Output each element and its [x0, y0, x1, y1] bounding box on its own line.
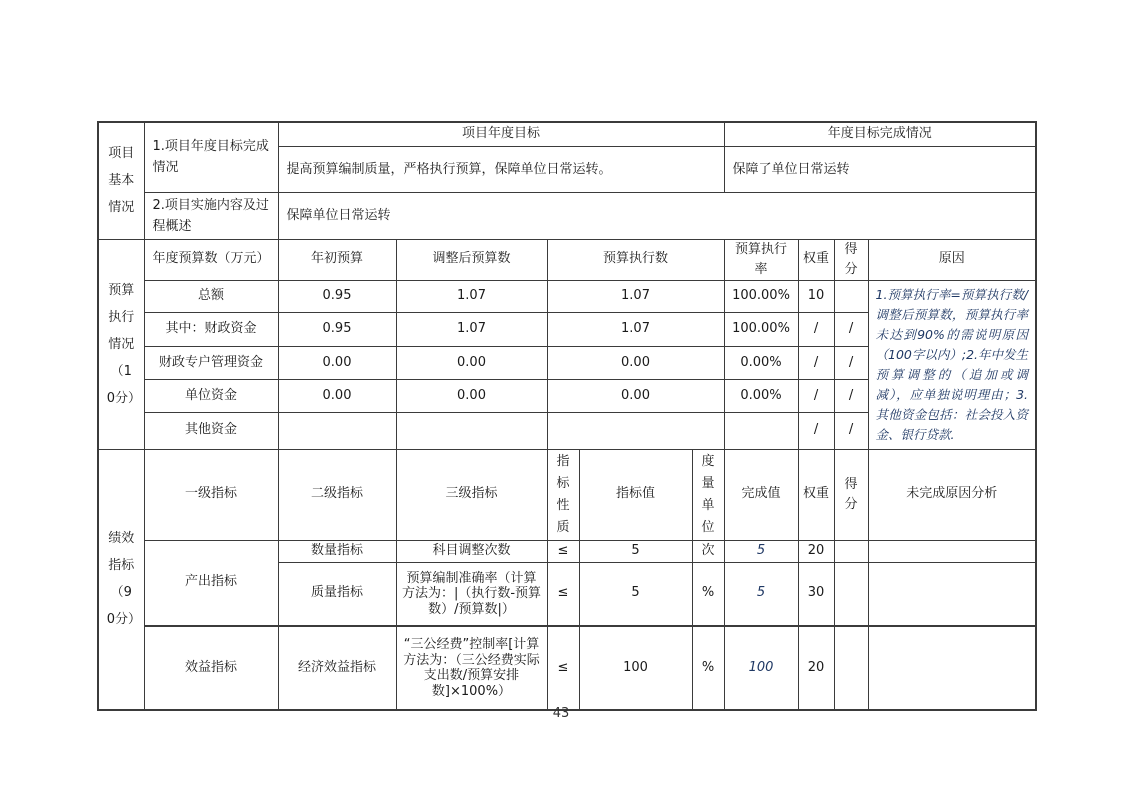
table-row [98, 192, 1036, 239]
perf-cell-nature: ≤ [547, 626, 579, 710]
table-row [98, 449, 1036, 540]
budget-row-name: 总额 [144, 280, 278, 313]
section-budget-label-text: 预算执行情况（10分） [106, 282, 142, 406]
perf-cell-target: 5 [579, 540, 692, 562]
perf-cell-l2: 数量指标 [278, 540, 396, 562]
perf-cell-unit: % [692, 626, 724, 710]
perf-cell-analysis [868, 626, 1036, 710]
budget-header-annual: 年度预算数（万元） [144, 239, 278, 280]
budget-header-adjusted: 调整后预算数 [396, 239, 547, 280]
table-row [98, 280, 1036, 313]
perf-cell-done: 100 [724, 626, 798, 710]
perf-header-unit [692, 449, 724, 540]
perf-cell-done: 5 [724, 540, 798, 562]
budget-cell-initial: 0.95 [278, 313, 396, 347]
basic-row2-label: 2.项目实施内容及过程概述 [144, 192, 278, 239]
perf-cell-l1: 效益指标 [144, 626, 278, 710]
perf-cell-l3: 预算编制准确率（计算方法为：|（执行数-预算数）/预算数|） [396, 562, 547, 626]
page-number: 43 [552, 706, 570, 721]
budget-cell-score: / [834, 413, 868, 449]
budget-cell-score: / [834, 380, 868, 413]
section-budget-label [98, 239, 144, 449]
perf-cell-analysis [868, 540, 1036, 562]
goal-completion-header: 年度目标完成情况 [724, 122, 1036, 146]
section-basic-label [98, 122, 144, 239]
perf-cell-target: 100 [579, 626, 692, 710]
budget-cell-score [834, 280, 868, 313]
perf-cell-unit: 次 [692, 540, 724, 562]
basic-row2-text: 保障单位日常运转 [278, 192, 1036, 239]
section-performance-label [98, 449, 144, 710]
perf-header-nature-text: 指标性质 [556, 453, 570, 535]
perf-header-l2: 二级指标 [278, 449, 396, 540]
budget-row-name: 其他资金 [144, 413, 278, 449]
section-performance-label-text: 绩效指标（90分） [106, 531, 142, 628]
performance-evaluation-table [97, 121, 1037, 711]
perf-header-score: 得分 [834, 449, 868, 540]
annual-goal-header: 项目年度目标 [278, 122, 724, 146]
budget-cell-rate: 0.00% [724, 347, 798, 380]
budget-cell-initial: 0.95 [278, 280, 396, 313]
table-row [98, 540, 1036, 562]
budget-cell-rate: 100.00% [724, 313, 798, 347]
perf-cell-l3: 科目调整次数 [396, 540, 547, 562]
budget-cell-adjusted: 0.00 [396, 380, 547, 413]
budget-row-name: 单位资金 [144, 380, 278, 413]
table-row [98, 626, 1036, 710]
perf-cell-weight: 20 [798, 626, 834, 710]
budget-cell-adjusted [396, 413, 547, 449]
budget-row-name: 财政专户管理资金 [144, 347, 278, 380]
perf-header-l1: 一级指标 [144, 449, 278, 540]
budget-cell-executed: 1.07 [547, 313, 724, 347]
perf-cell-analysis [868, 562, 1036, 626]
perf-cell-target: 5 [579, 562, 692, 626]
budget-header-score: 得分 [834, 239, 868, 280]
table-row [98, 239, 1036, 280]
budget-cell-weight: / [798, 347, 834, 380]
budget-cell-score: / [834, 313, 868, 347]
perf-header-analysis: 未完成原因分析 [868, 449, 1036, 540]
budget-cell-rate: 0.00% [724, 380, 798, 413]
budget-cell-rate [724, 413, 798, 449]
budget-cell-weight: / [798, 413, 834, 449]
budget-cell-executed: 1.07 [547, 280, 724, 313]
annual-goal-text: 提高预算编制质量，严格执行预算，保障单位日常运转。 [278, 146, 724, 192]
perf-cell-score [834, 540, 868, 562]
perf-cell-unit: % [692, 562, 724, 626]
perf-header-target: 指标值 [579, 449, 692, 540]
budget-header-initial: 年初预算 [278, 239, 396, 280]
perf-cell-score [834, 562, 868, 626]
perf-cell-l1: 产出指标 [144, 540, 278, 626]
budget-cell-adjusted: 1.07 [396, 280, 547, 313]
basic-row1-label: 1.项目年度目标完成情况 [144, 122, 278, 192]
budget-reason-text: 1.预算执行率=预算执行数/调整后预算数，预算执行率未达到90%的需说明原因（100字以内）;2.年中发生预算调整的（追加或调减），应单独说明理由；3.其他资金包括：社会投入资金、银行贷款. [868, 280, 1036, 449]
budget-cell-executed: 0.00 [547, 380, 724, 413]
budget-header-reason: 原因 [868, 239, 1036, 280]
perf-cell-weight: 20 [798, 540, 834, 562]
perf-cell-nature: ≤ [547, 540, 579, 562]
budget-cell-executed [547, 413, 724, 449]
budget-header-rate: 预算执行率 [724, 239, 798, 280]
perf-cell-score [834, 626, 868, 710]
budget-cell-adjusted: 0.00 [396, 347, 547, 380]
perf-cell-weight: 30 [798, 562, 834, 626]
budget-header-weight: 权重 [798, 239, 834, 280]
perf-cell-l2: 经济效益指标 [278, 626, 396, 710]
budget-cell-weight: 10 [798, 280, 834, 313]
perf-cell-nature: ≤ [547, 562, 579, 626]
budget-cell-weight: / [798, 380, 834, 413]
budget-cell-initial: 0.00 [278, 347, 396, 380]
perf-header-nature [547, 449, 579, 540]
perf-cell-l2: 质量指标 [278, 562, 396, 626]
perf-header-l3: 三级指标 [396, 449, 547, 540]
goal-completion-text: 保障了单位日常运转 [724, 146, 1036, 192]
budget-cell-adjusted: 1.07 [396, 313, 547, 347]
budget-cell-rate: 100.00% [724, 280, 798, 313]
budget-cell-initial [278, 413, 396, 449]
table-row [98, 122, 1036, 146]
perf-header-weight: 权重 [798, 449, 834, 540]
perf-cell-l3: “三公经费”控制率[计算方法为：（三公经费实际支出数/预算安排数]×100%） [396, 626, 547, 710]
budget-cell-initial: 0.00 [278, 380, 396, 413]
perf-header-done: 完成值 [724, 449, 798, 540]
section-basic-label-text: 项目基本情况 [108, 146, 135, 216]
budget-cell-score: / [834, 347, 868, 380]
budget-cell-weight: / [798, 313, 834, 347]
perf-header-unit-text: 度量单位 [701, 453, 715, 535]
budget-cell-executed: 0.00 [547, 347, 724, 380]
budget-row-name: 其中：财政资金 [144, 313, 278, 347]
perf-cell-done: 5 [724, 562, 798, 626]
budget-header-executed: 预算执行数 [547, 239, 724, 280]
